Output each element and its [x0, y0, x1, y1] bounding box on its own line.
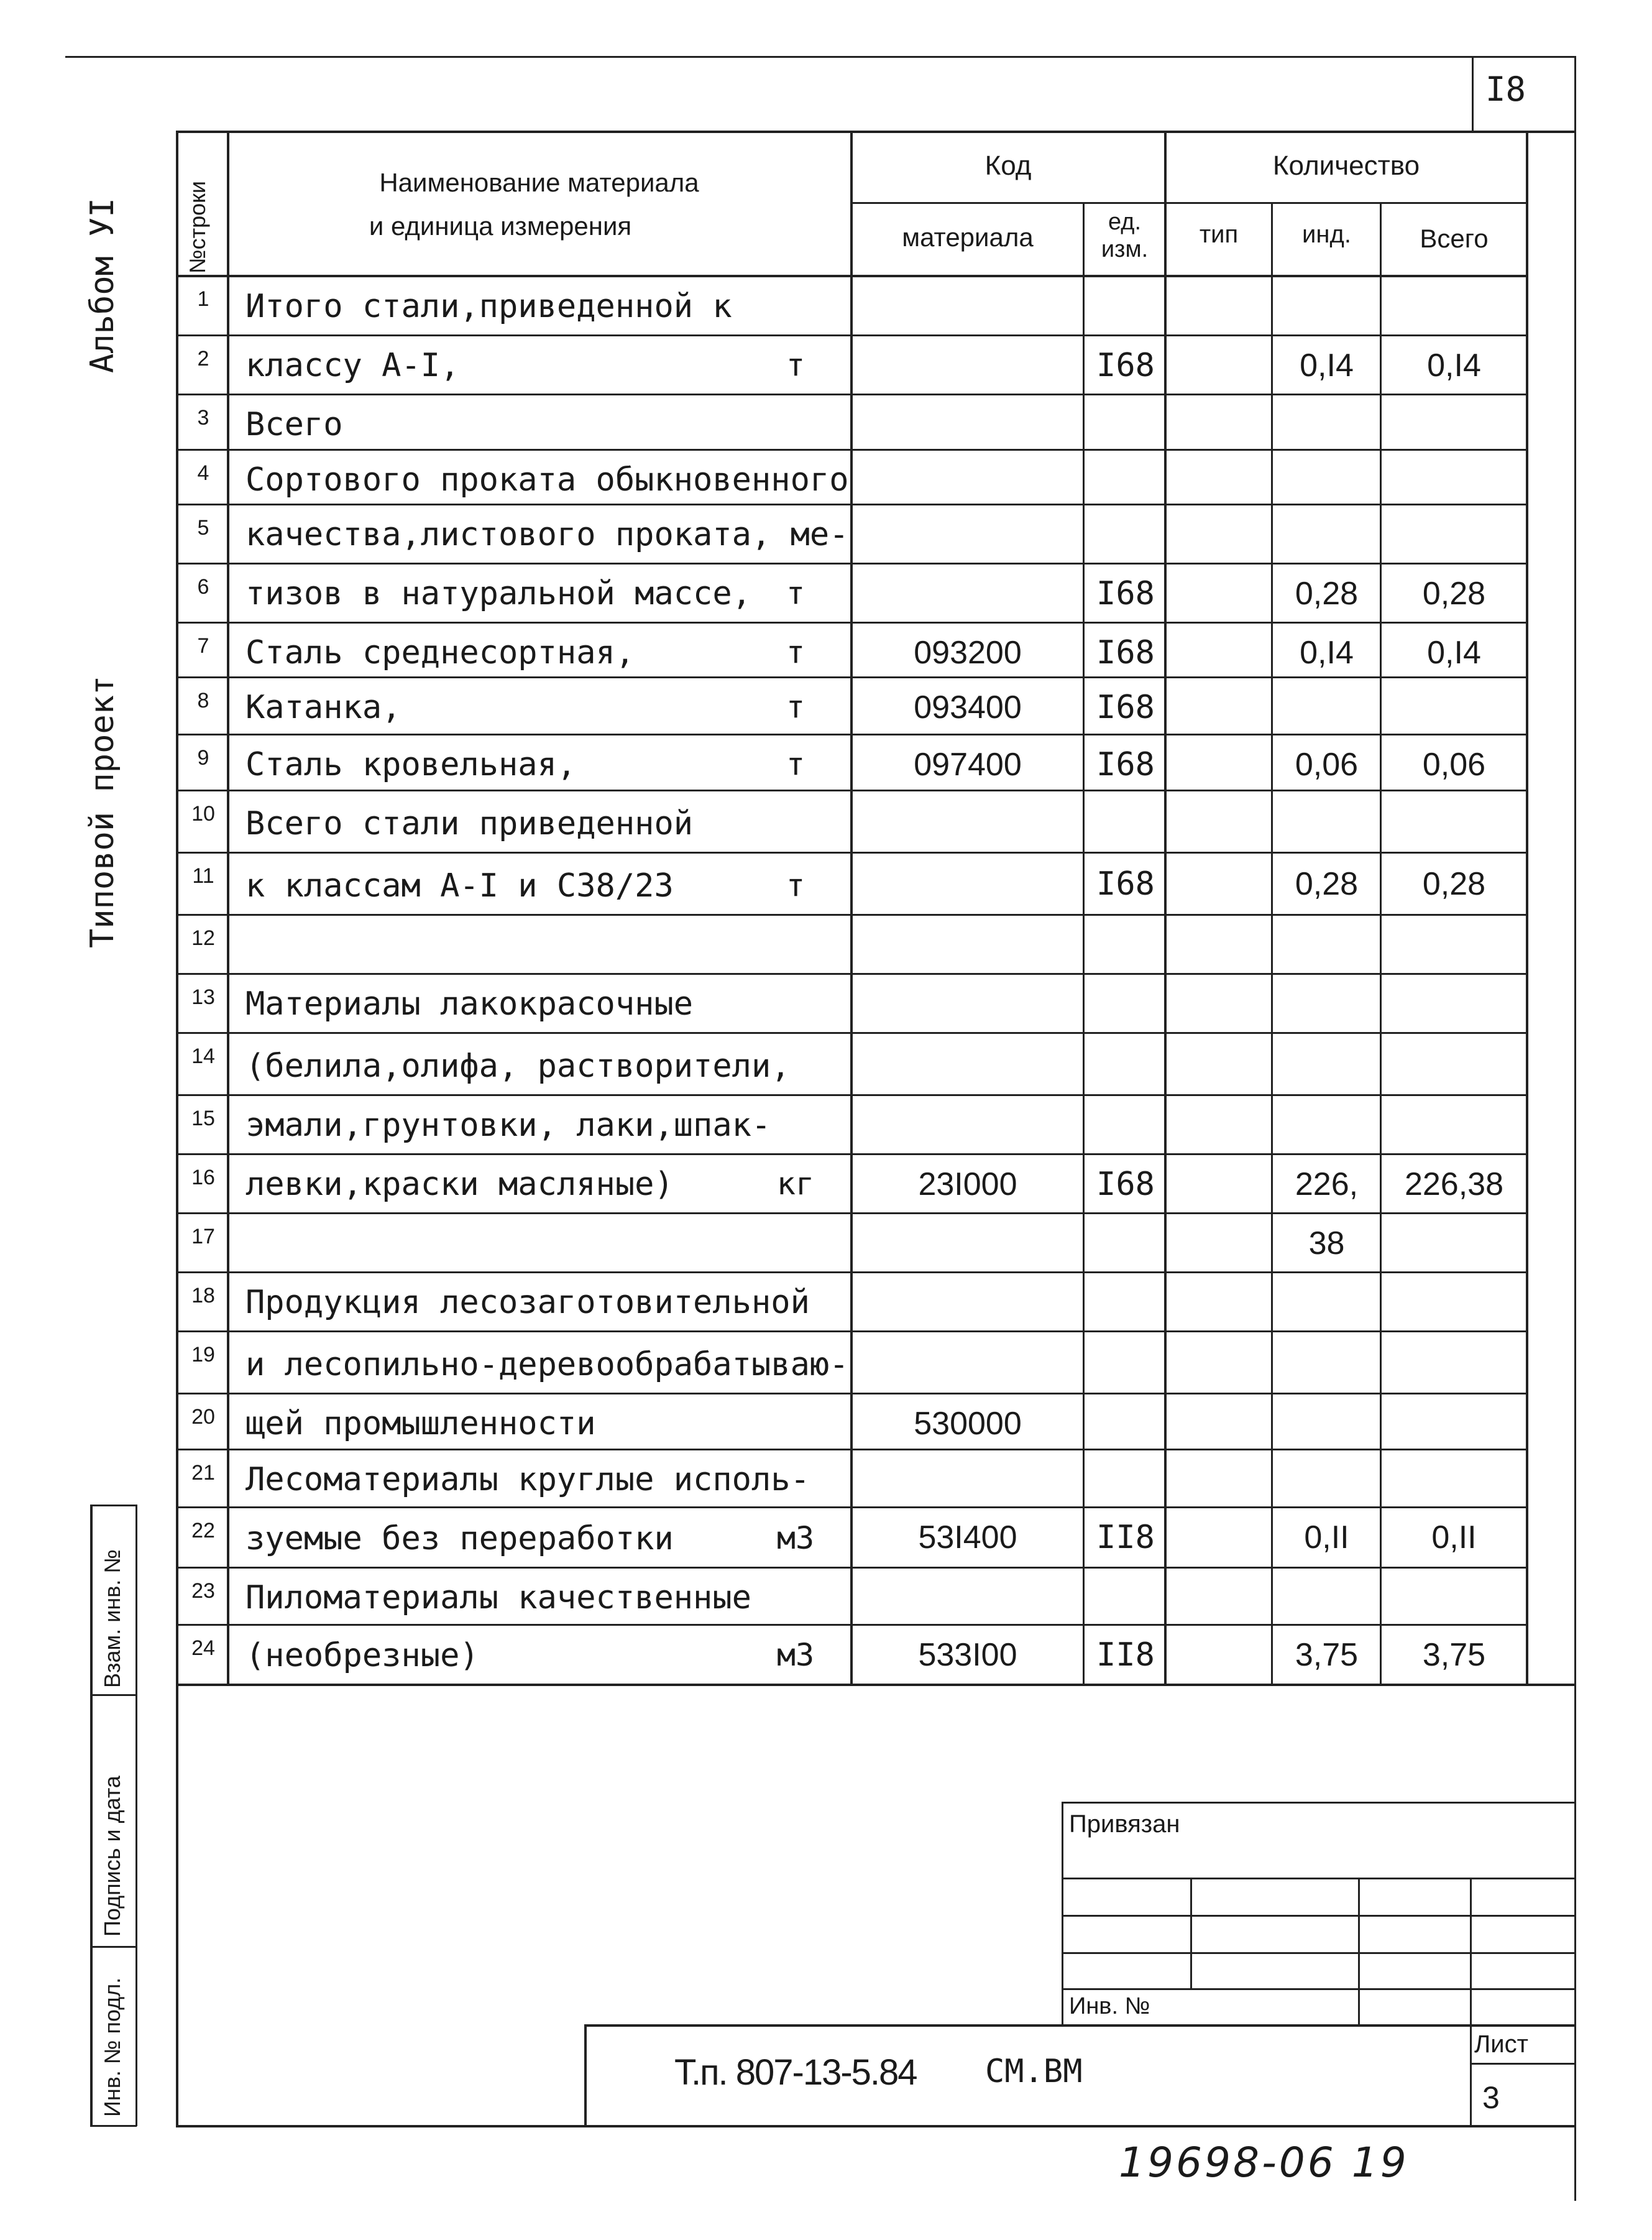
table-right-border [1526, 131, 1528, 1685]
row-unit-code: I68 [1096, 1166, 1155, 1203]
row-name: Итого стали,приведенной к [246, 288, 732, 325]
privyazan-line5 [1062, 1988, 1576, 1990]
row-unit: т [786, 689, 805, 725]
row-name: щей промышленности [246, 1405, 596, 1442]
row-code: 097400 [914, 747, 1022, 783]
row-total: 226,38 [1404, 1166, 1504, 1202]
row-unit: т [786, 746, 805, 782]
header-ind: инд. [1302, 221, 1351, 248]
row-name: зуемые без переработки [246, 1520, 674, 1557]
row-ind: 38 [1308, 1225, 1345, 1261]
row-total: 0,II [1431, 1519, 1477, 1556]
row-unit-code: II8 [1096, 1519, 1155, 1556]
row-number: 11 [192, 864, 214, 888]
stamp-col-left [90, 1505, 93, 2126]
row-number: 4 [197, 461, 209, 485]
row-ind: 0,28 [1295, 576, 1359, 612]
row-unit-code: I68 [1096, 865, 1155, 903]
row-unit-code: I68 [1096, 347, 1155, 384]
row-name: и лесопильно-деревообрабатываю- [246, 1346, 849, 1383]
row-ind: 3,75 [1295, 1637, 1359, 1673]
list-box-left [1470, 2024, 1472, 2126]
title-block-bottom [176, 2125, 1576, 2127]
row-total: 0,28 [1422, 866, 1486, 902]
row-name: эмали,грунтовки, лаки,шпак- [246, 1107, 771, 1144]
top-border-line [65, 56, 1576, 58]
stamp-col-div2 [90, 1946, 137, 1948]
stamp-col-mid [135, 1505, 137, 2126]
row-name: качества,листового проката, ме- [246, 516, 849, 553]
row-number: 21 [191, 1461, 215, 1485]
row-name: Сталь кровельная, [246, 746, 577, 783]
table-bottom-line [176, 1684, 1576, 1686]
row-number: 12 [191, 926, 215, 950]
row-number: 14 [191, 1044, 215, 1068]
row-number: 24 [191, 1636, 215, 1660]
privyazan-line2 [1062, 1878, 1576, 1879]
privyazan-left [1062, 1802, 1063, 2026]
row-number: 9 [197, 746, 209, 770]
header-name-line1: Наименование материала [379, 168, 699, 197]
row-number: 18 [191, 1284, 215, 1307]
title-block-top [584, 2024, 1576, 2027]
row-code: 093200 [914, 635, 1022, 671]
header-material: материала [902, 223, 1034, 252]
row-name: Всего [246, 406, 343, 443]
table-row-line [176, 449, 1528, 451]
table-row-line [176, 563, 1528, 565]
row-ind: 226, [1295, 1166, 1359, 1202]
privyazan-top [1062, 1802, 1576, 1804]
row-name: Сортового проката обыкновенного [246, 461, 849, 499]
list-box-mid [1470, 2063, 1576, 2065]
row-number: 8 [197, 689, 209, 712]
table-row-line [176, 1153, 1528, 1155]
row-code: 533I00 [918, 1637, 1017, 1673]
footer-number: 19698-06 19 [1119, 2139, 1409, 2187]
row-code: 093400 [914, 689, 1022, 726]
row-total: 0,I4 [1427, 635, 1481, 671]
table-row-line [176, 394, 1528, 395]
list-label: Лист [1474, 2030, 1528, 2058]
row-number: 10 [191, 802, 215, 826]
row-total: 0,I4 [1427, 348, 1481, 384]
header-vsego: Всего [1420, 224, 1489, 253]
table-row-line [176, 622, 1528, 624]
privyazan-col3 [1358, 1878, 1360, 2026]
row-number: 19 [191, 1343, 215, 1367]
inv-podl-label: Инв. № подл. [99, 1977, 125, 2117]
album-label: Альбом УI [84, 198, 121, 373]
row-unit-code: I68 [1096, 689, 1155, 726]
row-unit: т [786, 867, 805, 903]
table-row-line [176, 852, 1528, 854]
privyazan-col4 [1470, 1878, 1472, 2026]
row-number: 15 [191, 1107, 215, 1130]
row-code: 23I000 [918, 1166, 1017, 1202]
privyazan-line4 [1062, 1952, 1576, 1954]
vzam-inv-label: Взам. инв. № [99, 1549, 125, 1688]
header-kod: Код [984, 150, 1032, 181]
row-name: (необрезные) [246, 1637, 479, 1674]
row-name: тизов в натуральной массе, [246, 575, 751, 612]
row-unit-code: I68 [1096, 575, 1155, 612]
sheet-number-box-left [1472, 56, 1474, 132]
table-row-line [176, 1330, 1528, 1332]
col-ind-left [1271, 202, 1273, 1685]
row-number: 23 [191, 1579, 215, 1603]
col-total-left [1380, 202, 1382, 1685]
row-ind: 0,I4 [1300, 635, 1354, 671]
sheet-number: I8 [1485, 70, 1526, 109]
row-number: 17 [191, 1225, 215, 1248]
table-row-line [176, 1567, 1528, 1569]
row-number: 3 [197, 406, 209, 430]
table-row-line [176, 734, 1528, 735]
row-unit: м3 [776, 1637, 815, 1673]
table-row-line [176, 1449, 1528, 1450]
table-row-line [176, 1393, 1528, 1394]
stamp-col-bottom [90, 2125, 137, 2127]
table-row-line [176, 973, 1528, 975]
table-row-line [176, 1032, 1528, 1034]
stamp-col-top [90, 1505, 137, 1506]
header-row-number: №строки [185, 180, 210, 274]
header-kolichestvo: Количество [1272, 150, 1420, 181]
privyazan-line3 [1062, 1915, 1576, 1917]
row-ind: 0,06 [1295, 747, 1359, 783]
row-name: классу А-I, [246, 347, 460, 384]
row-total: 0,06 [1422, 747, 1486, 783]
table-row-line [176, 790, 1528, 791]
row-number: 5 [197, 516, 209, 540]
row-name: Всего стали приведенной [246, 805, 694, 842]
row-name: (белила,олифа, растворители, [246, 1048, 791, 1085]
stamp-col-div1 [90, 1694, 137, 1696]
header-bottom-line [176, 275, 1528, 277]
row-name: Лесоматериалы круглые исполь- [246, 1461, 810, 1498]
row-total: 0,28 [1422, 576, 1486, 612]
row-ind: 0,28 [1295, 866, 1359, 902]
list-value: 3 [1482, 2080, 1500, 2115]
row-number: 7 [197, 634, 209, 658]
row-ind: 0,I4 [1300, 348, 1354, 384]
row-total: 3,75 [1422, 1637, 1486, 1673]
row-number: 16 [191, 1166, 215, 1189]
table-row-line [176, 504, 1528, 505]
table-row-line [176, 334, 1528, 336]
table-row-line [176, 1094, 1528, 1096]
row-number: 2 [197, 347, 209, 371]
row-ind: 0,II [1304, 1519, 1349, 1556]
row-number: 20 [191, 1405, 215, 1429]
header-mid-line [850, 202, 1528, 204]
row-unit: т [786, 575, 805, 611]
table-row-line [176, 1624, 1528, 1626]
row-name: левки,краски масляные) [246, 1166, 674, 1203]
inv-no-label: Инв. № [1069, 1993, 1150, 2019]
col-ed-left [1083, 202, 1085, 1685]
row-unit: м3 [776, 1520, 815, 1556]
col-code-left [850, 131, 853, 1685]
header-name-line2: и единица измерения [369, 211, 632, 241]
header-top-line [176, 131, 1576, 133]
table-row-line [176, 676, 1528, 678]
row-number: 22 [191, 1519, 215, 1542]
row-number: 1 [197, 287, 209, 311]
row-unit: кг [776, 1166, 815, 1202]
table-row-line [176, 1212, 1528, 1214]
row-unit: т [786, 347, 805, 383]
row-unit-code: II8 [1096, 1636, 1155, 1674]
row-name: Сталь среднесортная, [246, 634, 635, 671]
doc-code: Т.п. 807-13-5.84 [674, 2052, 917, 2093]
header-tip: тип [1199, 221, 1239, 248]
podpis-data-label: Подпись и дата [99, 1776, 125, 1937]
row-name: к классам А-I и С38/23 [246, 867, 674, 905]
row-number: 13 [191, 985, 215, 1009]
row-unit-code: I68 [1096, 746, 1155, 783]
table-row-line [176, 1506, 1528, 1508]
header-ed-line2: изм. [1101, 236, 1149, 262]
doc-suffix: СМ.ВМ [985, 2053, 1083, 2090]
header-ed-line1: ед. [1108, 209, 1142, 235]
title-block-left [584, 2024, 587, 2126]
row-name: Катанка, [246, 689, 402, 726]
row-name: Материалы лакокрасочные [246, 985, 694, 1023]
row-code: 53I400 [918, 1519, 1017, 1556]
row-name: Пиломатериалы качественные [246, 1579, 751, 1616]
row-name: Продукция лесозаготовительной [246, 1284, 810, 1321]
row-unit: т [786, 634, 805, 670]
row-unit-code: I68 [1096, 634, 1155, 671]
row-code: 530000 [914, 1406, 1022, 1442]
privyazan-label: Привязан [1069, 1810, 1180, 1838]
privyazan-col2 [1190, 1878, 1192, 1989]
table-row-line [176, 914, 1528, 916]
row-number: 6 [197, 575, 209, 599]
project-label: Типовой проект [84, 675, 121, 948]
table-row-line [176, 1271, 1528, 1273]
